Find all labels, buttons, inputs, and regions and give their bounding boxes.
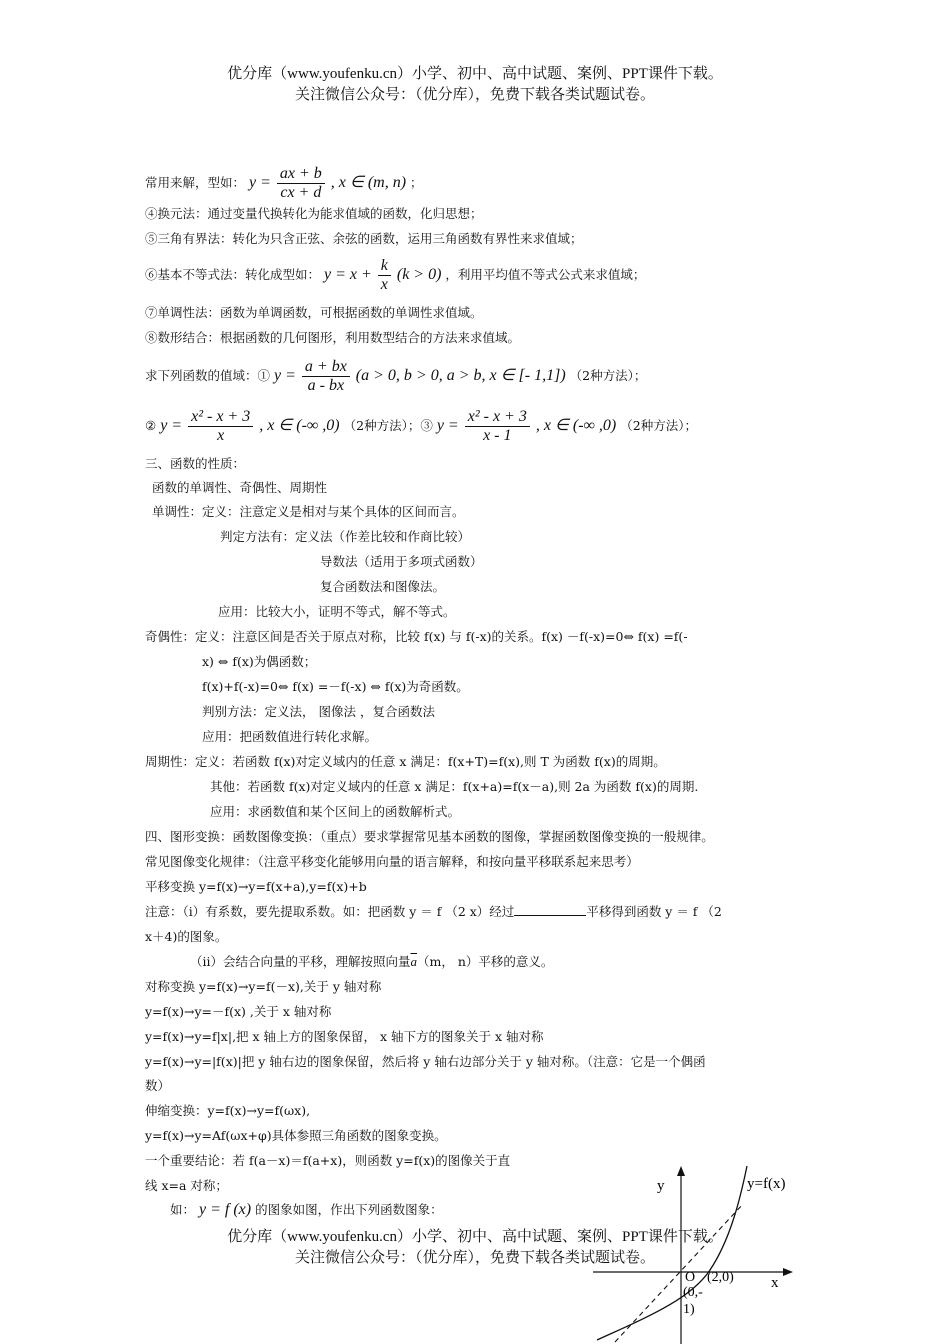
exercise-1-denominator: a - bx: [307, 377, 345, 394]
exercise-3-note: （2种方法）；: [620, 418, 697, 433]
parity-judge: 判别方法：定义法， 图像法 ，复合函数法: [202, 704, 435, 719]
exercise-1-y: y =: [274, 367, 296, 384]
example-suffix: 的图象如图，作出下列函数图象：: [255, 1202, 443, 1217]
exercise-3-fraction: [465, 408, 530, 445]
exercise-1-condition: (a > 0, b > 0, a > b, x ∈ [- 1,1]): [355, 367, 566, 384]
monotonic-composite: 复合函数法和图像法。: [320, 579, 446, 594]
method-6-suffix: ，利用平均值不等式公式来求值域；: [445, 267, 646, 282]
intro-prefix: 常用来解，型如：: [145, 175, 246, 190]
parity-odd: f(x)+f(-x)=0⇔ f(x) =－f(-x) ⇔ f(x)为奇函数。: [202, 679, 469, 694]
section-4-title: 四、图形变换：函数图像变换：（重点）要求掌握常见基本函数的图像，掌握函数图像变换的一般规律。: [145, 829, 714, 844]
monotonic-judge: 判定方法有：定义法（作差比较和作商比较）: [220, 529, 471, 544]
note-i-part-b: 平移得到函数 y ＝ f （2: [586, 904, 722, 919]
graph-intercept-label-2: 1): [683, 1302, 695, 1317]
exercise-3-domain: , x ∈ (-∞ ,0): [535, 417, 617, 434]
intro-numerator: ax + b: [277, 165, 325, 184]
vector-a: $\overline{a}$: [410, 954, 417, 969]
exercise-3-y: y =: [436, 417, 459, 434]
intro-formula-line: [145, 163, 423, 203]
exercise-2-3-line: [145, 404, 697, 448]
exercise-1-numerator: a + bx: [302, 358, 350, 377]
graph-origin-label: O: [685, 1270, 696, 1285]
exercise-2-fraction: [188, 408, 253, 445]
note-i-line: [145, 903, 722, 921]
section-3-subtitle: 函数的单调性、奇偶性、周期性: [152, 480, 328, 495]
exercise-2-numerator: x² - x + 3: [188, 408, 253, 427]
note-ii-part-b: （m， n）平移的意义。: [417, 954, 554, 969]
method-7: ⑦单调性法：函数为单调函数，可根据函数的单调性求值域。: [145, 305, 483, 320]
method-6-denominator: x: [380, 276, 388, 293]
conclusion-1: 一个重要结论：若 f(a－x)＝f(a+x)，则函数 y=f(x)的图像关于直: [145, 1153, 511, 1168]
exercise-2-denominator: x: [217, 427, 225, 444]
parity-application: 应用：把函数值进行转化求解。: [202, 729, 378, 744]
symmetry-1: 对称变换 y=f(x)→y=f(－x),关于 y 轴对称: [145, 979, 382, 994]
parity-definition-cont: x) ⇔ f(x)为偶函数；: [202, 654, 317, 669]
method-8: ⑧数形结合：根据函数的几何图形，利用数型结合的方法来求值域。: [145, 330, 521, 345]
method-5: ⑤三角有界法：转化为只含正弦、余弦的函数，运用三角函数有界性来求值域；: [145, 231, 583, 246]
monotonic-derivative: 导数法（适用于多项式函数）: [320, 554, 483, 569]
symmetry-2: y=f(x)→y=－f(x) ,关于 x 轴对称: [145, 1004, 332, 1019]
symmetry-4: y=f(x)→y=|f(x)|把 y 轴右边的图象保留，然后将 y 轴右边部分关于 y 轴对称。（注意：它是一个偶函: [145, 1054, 706, 1069]
note-ii-part-a: （ⅱ）会结合向量的平移，理解按照向量: [190, 954, 411, 969]
method-4: ④换元法：通过变量代换转化为能求值域的函数，化归思想；: [145, 206, 483, 221]
method-6-y: y = x +: [324, 266, 372, 283]
symmetry-4-cont: 数）: [145, 1078, 171, 1093]
stretch-2: y=f(x)→y=Af(ωx+φ)具体参照三角函数的图象变换。: [145, 1128, 447, 1143]
intro-y: y =: [249, 174, 271, 191]
translate-transform: 平移变换 y=f(x)→y=f(x+a),y=f(x)+b: [145, 879, 367, 894]
monotonic-definition: 单调性：定义：注意定义是相对与某个具体的区间而言。: [152, 504, 465, 519]
note-ii-line: [190, 953, 553, 971]
transform-rules: 常见图像变化规律：（注意平移变化能够用向量的语言解释，和按向量平移联系起来思考）: [145, 854, 639, 869]
section-3-title: 三、函数的性质：: [145, 456, 246, 471]
exercise-2-y: y =: [160, 417, 183, 434]
graph-y-label: y: [657, 1178, 665, 1194]
graph-curve-label: y=f(x): [747, 1176, 786, 1192]
stretch-1: 伸缩变换：y=f(x)→y=f(ωx),: [145, 1103, 311, 1118]
period-definition: 周期性：定义：若函数 f(x)对定义域内的任意 x 满足：f(x+T)=f(x),则 T 为函数 f(x)的周期。: [145, 754, 666, 769]
exercise-2-label: ②: [145, 418, 157, 433]
header-line-2: 关注微信公众号：（优分库），免费下载各类试题试卷。: [294, 87, 655, 103]
fill-in-blank: [514, 903, 586, 916]
method-6-prefix: ⑥基本不等式法：转化成型如：: [145, 267, 321, 282]
header-line-1: 优分库（www.youfenku.cn）小学、初中、高中试题、案例、PPT课件下载。: [227, 66, 723, 82]
exercise-prefix: 求下列函数的值域：①: [145, 368, 271, 383]
exercise-1-line: [145, 354, 646, 398]
graph-intercept-label-1: (0,-: [683, 1285, 703, 1300]
method-6-fraction: [378, 257, 391, 294]
graph-point-label: (2,0): [707, 1270, 734, 1285]
example-math: y = f (x): [199, 1201, 252, 1218]
symmetry-3: y=f(x)→y=f|x|,把 x 轴上方的图象保留， x 轴下方的图象关于 x 轴对称: [145, 1029, 544, 1044]
exercise-1-note: （2种方法）；: [569, 368, 647, 383]
exercise-3-denominator: x - 1: [483, 427, 512, 444]
period-other: 其他：若函数 f(x)对定义域内的任意 x 满足：f(x+a)=f(x－a),则 2a 为函数 f(x)的周期.: [210, 779, 699, 794]
footer-line-2: 关注微信公众号：（优分库），免费下载各类试题试卷。: [294, 1250, 655, 1266]
method-6-numerator: k: [378, 257, 391, 276]
intro-fraction: [277, 165, 325, 202]
conclusion-2: 线 x=a 对称；: [145, 1178, 228, 1193]
exercise-2-domain: , x ∈ (-∞ ,0): [259, 417, 340, 434]
parity-definition: 奇偶性：定义：注意区间是否关于原点对称，比较 f(x) 与 f(-x)的关系。f(x) －f(-x)=0⇔ f(x) =f(-: [145, 629, 688, 644]
exercise-2-note: （2种方法）；③: [343, 418, 433, 433]
footer-line-1: 优分库（www.youfenku.cn）小学、初中、高中试题、案例、PPT课件下载。: [227, 1229, 723, 1245]
example-prefix: 如：: [170, 1202, 196, 1217]
monotonic-application: 应用：比较大小，证明不等式，解不等式。: [218, 604, 456, 619]
exercise-3-numerator: x² - x + 3: [465, 408, 530, 427]
note-i-continued: x＋4)的图象。: [145, 929, 228, 944]
note-i-part-a: 注意：（ⅰ）有系数，要先提取系数。如：把函数 y ＝ f （2 x）经过: [145, 904, 515, 919]
exercise-1-fraction: [302, 358, 350, 395]
period-application: 应用：求函数值和某个区间上的函数解析式。: [210, 804, 461, 819]
intro-denominator: cx + d: [280, 184, 322, 201]
intro-end: ；: [410, 175, 423, 190]
intro-domain: , x ∈ (m, n): [330, 174, 407, 191]
method-6-condition: (k > 0): [396, 266, 442, 283]
graph-x-label: x: [771, 1275, 779, 1291]
method-6-line: [145, 255, 645, 295]
y-axis-arrow: [677, 1166, 685, 1176]
example-line: [170, 1199, 443, 1221]
x-axis-arrow: [783, 1268, 793, 1276]
